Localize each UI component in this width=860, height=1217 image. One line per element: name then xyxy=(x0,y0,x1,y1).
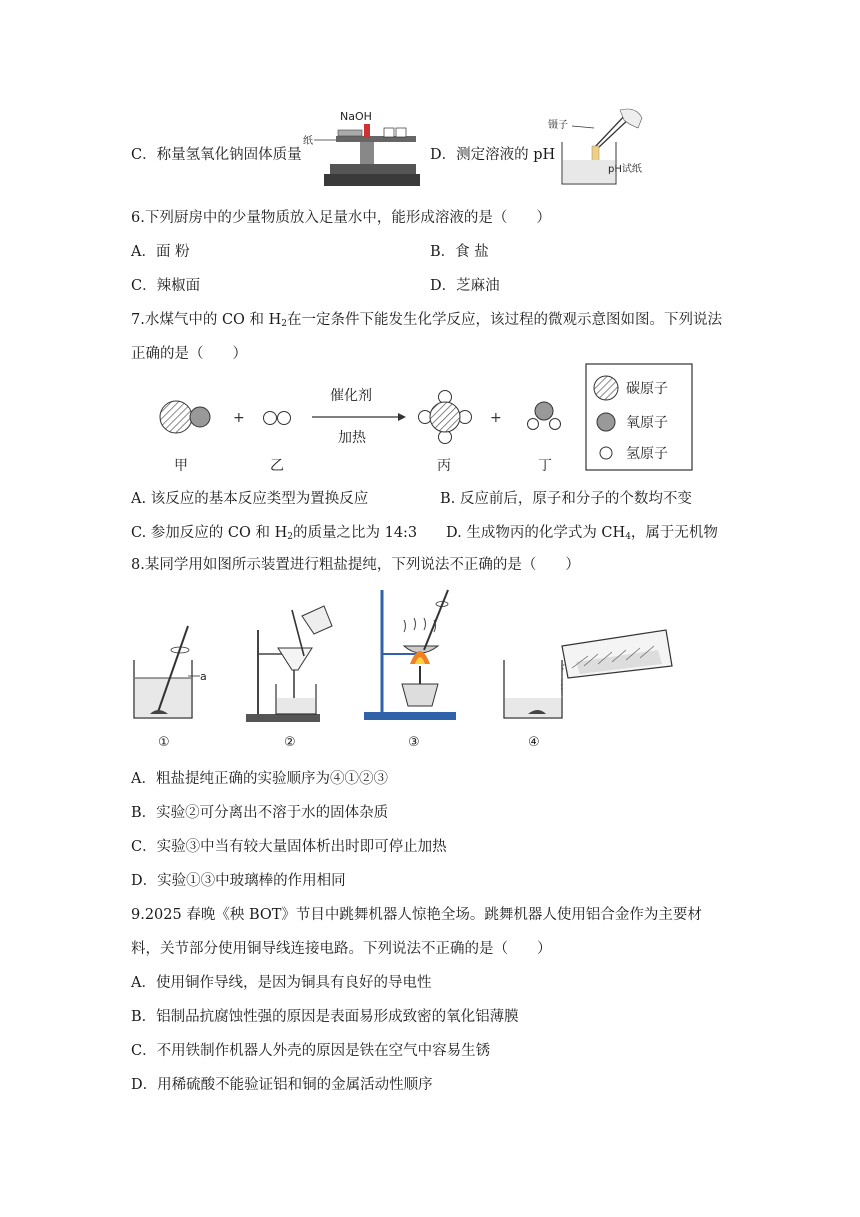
q8-option-c: C．实验③中当有较大量固体析出时即可停止加热 xyxy=(131,839,447,855)
q8-stem: 8.某同学用如图所示装置进行粗盐提纯，下列说法不正确的是（ ） xyxy=(131,557,580,573)
q9-stem-line2: 料，关节部分使用铜导线连接电路。下列说法不正确的是（ ） xyxy=(131,941,552,957)
legend-hydrogen: 氢原子 xyxy=(626,446,668,462)
plus-sign-2: + xyxy=(490,410,502,426)
label-ding: 丁 xyxy=(538,458,552,474)
q8-option-a: A．粗盐提纯正确的实验顺序为④①②③ xyxy=(131,771,388,787)
q9-option-c: C．不用铁制作机器人外壳的原因是铁在空气中容易生锈 xyxy=(131,1043,491,1059)
q9-stem-line1: 9.2025 春晚《秧 BOT》节目中跳舞机器人惊艳全场。跳舞机器人使用铝合金作为主要材 xyxy=(131,907,702,923)
naoh-label: NaOH xyxy=(340,110,372,123)
fig-num-2: ② xyxy=(284,735,296,750)
glass-rod-label-a: a xyxy=(200,670,207,683)
q6-stem: 6.下列厨房中的少量物质放入足量水中，能形成溶液的是（ ） xyxy=(131,210,551,226)
q6-option-b: B．食 盐 xyxy=(430,244,489,260)
condition-heat: 加热 xyxy=(338,430,366,446)
q5-option-c: C．称量氢氧化钠固体质量 xyxy=(131,147,302,163)
q9-option-a: A．使用铜作导线，是因为铜具有良好的导电性 xyxy=(131,975,432,991)
molecule-reaction-diagram xyxy=(140,362,710,482)
legend-oxygen: 氧原子 xyxy=(626,415,668,431)
q7-stem-line1: 7.水煤气中的 CO 和 $H_2$在一定条件下能发生化学反应，该过程的微观示意图如图。下列说法 xyxy=(131,312,723,329)
q9-option-b: B．铝制品抗腐蚀性强的原因是表面易形成致密的氧化铝薄膜 xyxy=(131,1009,519,1025)
condition-catalyst: 催化剂 xyxy=(330,388,372,404)
q6-option-d: D．芝麻油 xyxy=(430,278,500,294)
ph-paper-label: pH试纸 xyxy=(608,164,642,175)
label-yi: 乙 xyxy=(270,458,284,474)
q7-option-c: C. 参加反应的 CO 和 $H_2$的质量之比为 14:3 xyxy=(131,525,418,542)
q7-option-b: B. 反应前后，原子和分子的个数均不变 xyxy=(440,491,692,507)
legend-carbon: 碳原子 xyxy=(626,381,668,397)
tweezers-label: 镊子 xyxy=(548,120,568,131)
q7-option-d: D. 生成物丙的化学式为 $CH_4$，属于无机物 xyxy=(446,525,718,542)
balance-figure xyxy=(300,106,420,188)
fig-num-1: ① xyxy=(158,735,170,750)
q8-option-d: D．实验①③中玻璃棒的作用相同 xyxy=(131,873,346,889)
fig-num-4: ④ xyxy=(528,735,540,750)
q5-option-d: D．测定溶液的 pH xyxy=(430,147,556,163)
label-jia: 甲 xyxy=(174,458,188,474)
plus-sign: + xyxy=(233,410,245,426)
ph-test-figure xyxy=(548,108,644,190)
label-bing: 丙 xyxy=(437,458,451,474)
q9-option-d: D．用稀硫酸不能验证铝和铜的金属活动性顺序 xyxy=(131,1077,433,1093)
paper-label: 纸 xyxy=(303,136,313,147)
q6-option-c: C．辣椒面 xyxy=(131,278,201,294)
fig-num-3: ③ xyxy=(408,735,420,750)
q7-stem-line2: 正确的是（ ） xyxy=(131,346,247,362)
q6-option-a: A．面 粉 xyxy=(131,244,190,260)
q8-option-b: B．实验②可分离出不溶于水的固体杂质 xyxy=(131,805,389,821)
q7-option-a: A. 该反应的基本反应类型为置换反应 xyxy=(131,491,369,507)
salt-purification-figure xyxy=(128,586,688,754)
